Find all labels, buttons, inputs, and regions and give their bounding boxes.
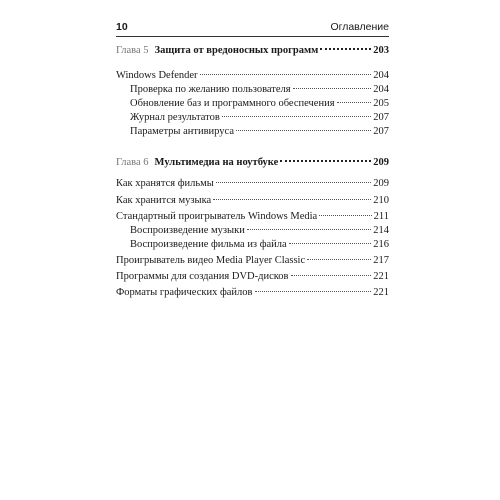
page-header bbox=[116, 20, 389, 37]
dot-leader bbox=[236, 130, 371, 131]
toc-chapter-entry bbox=[116, 156, 389, 170]
toc-page-number: 209 bbox=[373, 178, 389, 189]
toc-entry-title bbox=[130, 238, 287, 252]
toc-entry-title bbox=[116, 270, 289, 284]
toc-page-number: 214 bbox=[373, 225, 389, 236]
dot-leader bbox=[222, 116, 371, 117]
toc-entry-title bbox=[130, 125, 234, 139]
dot-leader bbox=[280, 160, 371, 162]
toc-title-text: Форматы графических файлов bbox=[116, 287, 253, 298]
running-title: Оглавление bbox=[330, 21, 389, 33]
toc-entry-title bbox=[130, 111, 220, 125]
toc-title-text: Проигрыватель видео Media Player Classic bbox=[116, 255, 306, 266]
toc-page-number: 205 bbox=[373, 98, 389, 109]
toc-title-text: Мультимедиа на ноутбуке bbox=[154, 157, 279, 168]
dot-leader bbox=[213, 199, 371, 200]
toc-entry-title bbox=[116, 210, 317, 224]
toc-entry bbox=[130, 224, 389, 238]
toc-entry-title bbox=[130, 97, 335, 111]
toc-page-number: 204 bbox=[373, 84, 389, 95]
toc-entry-title bbox=[116, 44, 318, 58]
toc-entry-title bbox=[130, 83, 291, 97]
toc-entry-title bbox=[116, 286, 253, 300]
toc-entry-title bbox=[116, 177, 214, 191]
toc-page-number: 204 bbox=[373, 70, 389, 81]
dot-leader bbox=[293, 88, 372, 89]
toc-entry bbox=[116, 69, 389, 83]
toc-entry-title bbox=[116, 69, 198, 83]
dot-leader bbox=[320, 48, 371, 50]
toc-entry bbox=[130, 111, 389, 125]
toc-entry-title bbox=[116, 194, 211, 208]
toc-entry bbox=[130, 97, 389, 111]
page-number: 10 bbox=[116, 21, 128, 33]
toc-title-text: Windows Defender bbox=[116, 70, 198, 81]
toc-page-number: 216 bbox=[373, 239, 389, 250]
toc-title-text: Защита от вредоносных программ bbox=[154, 45, 319, 56]
chapter-number: Глава 6 bbox=[116, 157, 149, 168]
toc-entry bbox=[116, 270, 389, 284]
dot-leader bbox=[216, 182, 371, 183]
toc-entry bbox=[116, 254, 389, 268]
toc-entry bbox=[130, 238, 389, 252]
toc-page-number: 207 bbox=[373, 112, 389, 123]
toc-page-number: 217 bbox=[373, 255, 389, 266]
toc-page-number: 207 bbox=[373, 126, 389, 137]
toc-title-text: Воспроизведение музыки bbox=[130, 225, 245, 236]
dot-leader bbox=[337, 102, 372, 103]
dot-leader bbox=[200, 74, 372, 75]
toc-entry bbox=[116, 177, 389, 191]
toc-entry bbox=[116, 194, 389, 208]
toc-page-number: 209 bbox=[373, 157, 389, 168]
toc-title-text: Обновление баз и программного обеспечения bbox=[130, 98, 335, 109]
toc-title-text: Воспроизведение фильма из файла bbox=[130, 239, 287, 250]
dot-leader bbox=[319, 215, 371, 216]
toc-title-text: Параметры антивируса bbox=[130, 126, 234, 137]
toc-title-text: Проверка по желанию пользователя bbox=[130, 84, 291, 95]
dot-leader bbox=[247, 229, 371, 230]
toc-title-text: Как хранится музыка bbox=[116, 195, 212, 206]
toc-entry bbox=[116, 210, 389, 224]
chapter-number: Глава 5 bbox=[116, 45, 149, 56]
toc-entry-title bbox=[116, 156, 278, 170]
toc-page-number: 221 bbox=[373, 271, 389, 282]
toc-title-text: Стандартный проигрыватель Windows Media bbox=[116, 211, 318, 222]
dot-leader bbox=[255, 291, 372, 292]
dot-leader bbox=[291, 275, 372, 276]
toc-title-text: Программы для создания DVD-дисков bbox=[116, 271, 289, 282]
toc-page-number: 221 bbox=[373, 287, 389, 298]
toc-page-number: 203 bbox=[373, 45, 389, 56]
dot-leader bbox=[307, 259, 371, 260]
toc-entry bbox=[130, 125, 389, 139]
toc-entry bbox=[116, 286, 389, 300]
toc-page-number: 210 bbox=[373, 195, 389, 206]
toc-title-text: Журнал результатов bbox=[130, 112, 220, 123]
toc-entry bbox=[130, 83, 389, 97]
toc-title-text: Как хранятся фильмы bbox=[116, 178, 214, 189]
toc-entry-title bbox=[130, 224, 245, 238]
toc-page-number: 211 bbox=[373, 211, 389, 222]
toc-chapter-entry bbox=[116, 44, 389, 58]
dot-leader bbox=[289, 243, 372, 244]
toc-entry-title bbox=[116, 254, 305, 268]
